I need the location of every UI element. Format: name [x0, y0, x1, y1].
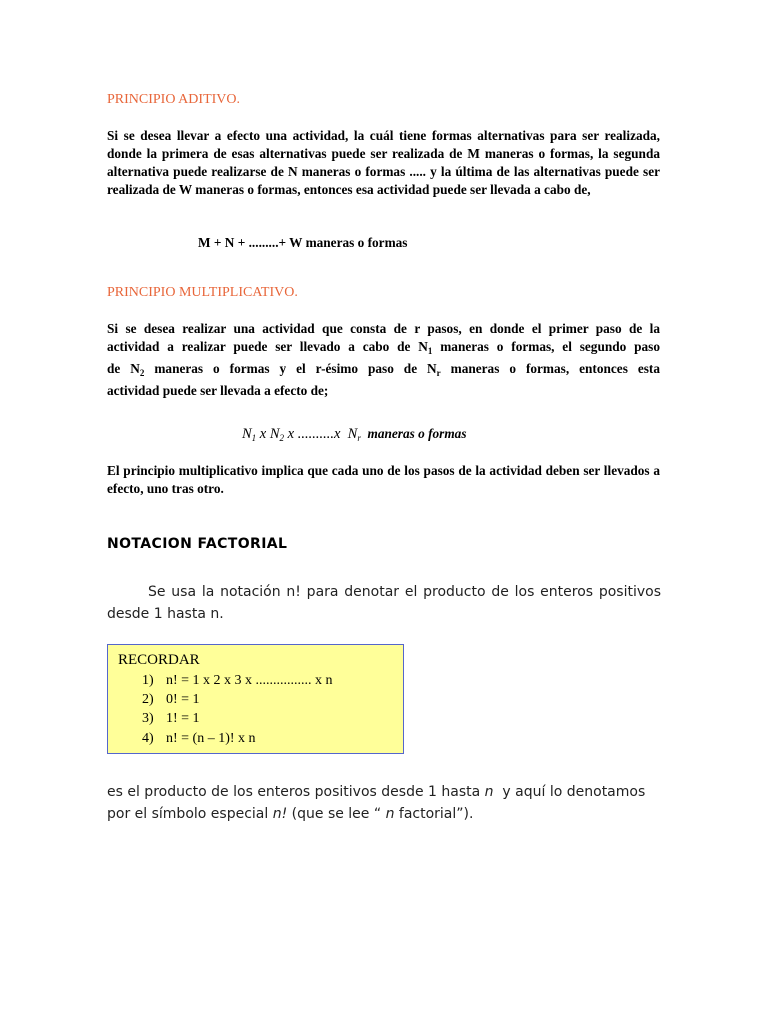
item-text: 1! = 1 — [166, 711, 200, 726]
formula-n: N — [269, 426, 280, 442]
subscript: 2 — [279, 433, 285, 443]
text-span: maneras o formas, el segundo paso — [432, 339, 660, 354]
text-span: factorial”). — [394, 806, 474, 822]
heading-principio-multiplicativo: PRINCIPIO MULTIPLICATIVO. — [107, 285, 298, 300]
heading-principio-aditivo: PRINCIPIO ADITIVO. — [107, 92, 240, 107]
item-number: 3) — [142, 711, 154, 726]
paragraph-conclusion: El principio multiplicativo implica que cada uno de los pasos de la actividad deben ser llevados a efecto, uno tras otro. — [107, 463, 660, 496]
formula-times: x ..........x — [284, 426, 348, 442]
formula-aditivo: M + N + .........+ W maneras o formas — [198, 235, 408, 250]
formula-times: x — [256, 426, 270, 442]
subscript: 2 — [139, 368, 145, 378]
recordar-item — [142, 671, 333, 690]
item-text: 0! = 1 — [166, 692, 200, 707]
item-number: 2) — [142, 692, 154, 707]
italic-n: n — [484, 784, 494, 800]
multiplicativo-line-1: Si se desea realizar una actividad que consta de r pasos, en donde el primer paso de la — [107, 321, 660, 336]
paragraph-aditivo: Si se desea llevar a efecto una actividad, la cuál tiene formas alternativas para ser realizada, donde la primera de esas alternativas puede ser realizada de M maneras o formas, la segunda alternativa puede realizarse de N maneras o formas ..... y la última de las alternativas puede ser realizada de W maneras o formas, entonces esa actividad puede ser llevada a cabo de, — [107, 128, 660, 197]
outro-line-1 — [107, 781, 667, 803]
formula-n: N — [242, 426, 252, 442]
subscript: 1 — [251, 433, 257, 443]
recordar-item — [142, 709, 200, 728]
multiplicativo-line-2 — [107, 338, 660, 360]
text-span: por el símbolo especial — [107, 806, 273, 822]
paragraph-factorial-intro — [107, 581, 661, 625]
item-number: 4) — [142, 731, 154, 746]
text-span: de N — [107, 361, 140, 376]
text-span: (que se lee “ — [287, 806, 386, 822]
italic-n-factorial: n! — [272, 806, 288, 822]
intro-line-2: desde 1 hasta n. — [107, 606, 224, 622]
text-span: actividad a realizar puede ser llevado a cabo de N — [107, 339, 428, 354]
item-number: 1) — [142, 673, 154, 688]
recordar-box — [107, 644, 404, 754]
subscript: 1 — [427, 346, 433, 356]
outro-line-2 — [107, 803, 667, 825]
subscript: r — [436, 368, 441, 378]
italic-n: n — [385, 806, 395, 822]
intro-line-1: Se usa la notación n! para denotar el producto de los enteros positivos — [148, 584, 661, 600]
text-span: maneras o formas y el r-ésimo paso de N — [144, 361, 437, 376]
multiplicativo-line-3 — [107, 360, 660, 382]
recordar-item — [142, 729, 256, 748]
formula-multiplicativo — [242, 426, 467, 443]
recordar-title: RECORDAR — [118, 652, 200, 668]
formula-tail: maneras o formas — [360, 426, 467, 441]
formula-n: N — [347, 426, 358, 442]
paragraph-factorial-outro — [107, 781, 667, 825]
subscript: r — [357, 433, 361, 443]
multiplicativo-line-4: actividad puede ser llevada a efecto de; — [107, 383, 329, 398]
item-text: n! = (n – 1)! x n — [166, 731, 256, 746]
text-span: y aquí lo denotamos — [493, 784, 646, 800]
recordar-item — [142, 690, 200, 709]
text-span: es el producto de los enteros positivos desde 1 hasta — [107, 784, 485, 800]
paragraph-multiplicativo — [107, 320, 660, 400]
heading-notacion-factorial: NOTACION FACTORIAL — [107, 536, 288, 552]
item-text: n! = 1 x 2 x 3 x ................ x n — [166, 673, 333, 688]
text-span: maneras o formas, entonces esta — [440, 361, 660, 376]
